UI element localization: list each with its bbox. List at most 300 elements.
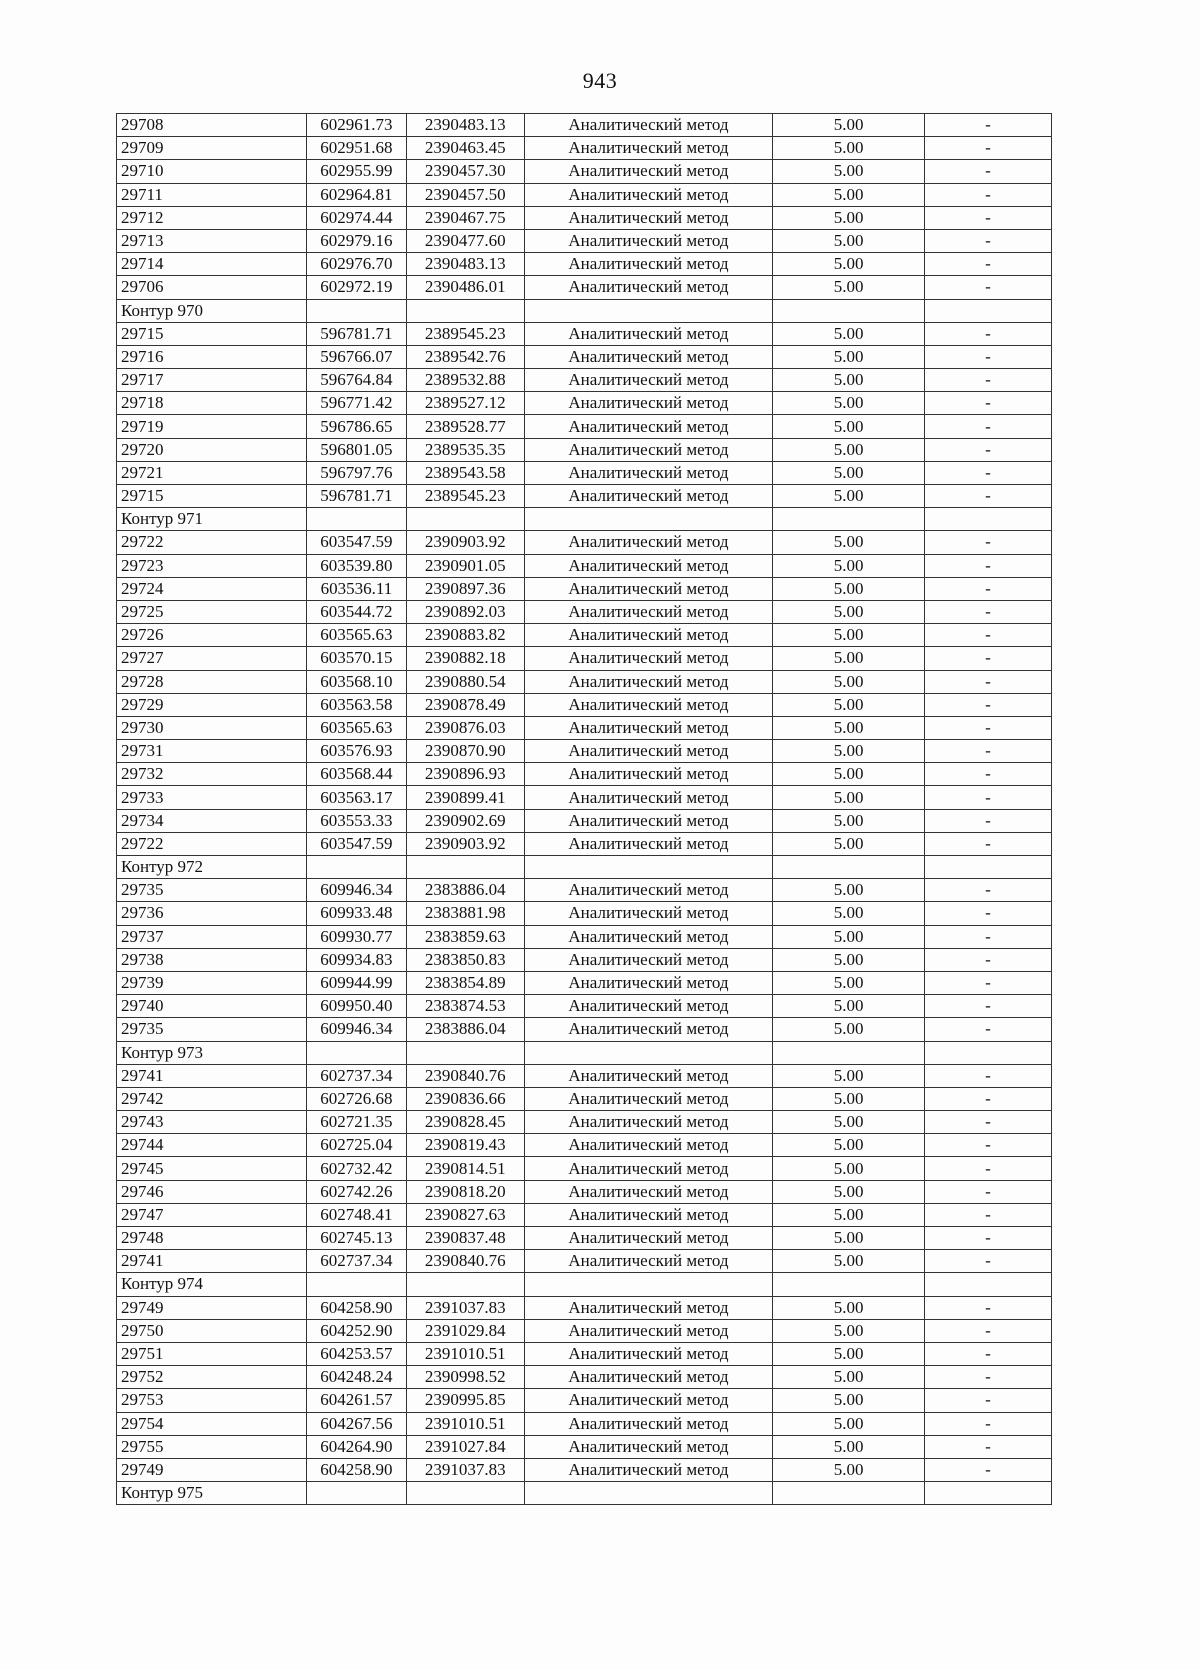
- coord-y: 2389542.76: [406, 345, 524, 368]
- point-number: 29717: [117, 369, 307, 392]
- method-cell: Аналитический метод: [524, 415, 773, 438]
- note-cell: -: [925, 485, 1052, 508]
- point-number: 29742: [117, 1087, 307, 1110]
- note-cell: -: [925, 276, 1052, 299]
- point-number: 29744: [117, 1134, 307, 1157]
- method-cell: Аналитический метод: [524, 1180, 773, 1203]
- accuracy-cell: 5.00: [773, 392, 925, 415]
- coord-x: 609933.48: [306, 902, 406, 925]
- note-cell: -: [925, 531, 1052, 554]
- method-cell: Аналитический метод: [524, 1435, 773, 1458]
- coord-y: 2390827.63: [406, 1203, 524, 1226]
- accuracy-cell: 5.00: [773, 531, 925, 554]
- point-number: 29729: [117, 693, 307, 716]
- empty-cell: [524, 299, 773, 322]
- note-cell: -: [925, 1389, 1052, 1412]
- point-number: 29709: [117, 137, 307, 160]
- coord-x: 602976.70: [306, 253, 406, 276]
- note-cell: -: [925, 1227, 1052, 1250]
- empty-cell: [306, 1041, 406, 1064]
- coord-y: 2391037.83: [406, 1458, 524, 1481]
- coord-y: 2390819.43: [406, 1134, 524, 1157]
- table-row: [117, 1064, 1052, 1087]
- accuracy-cell: 5.00: [773, 438, 925, 461]
- coord-y: 2391010.51: [406, 1342, 524, 1365]
- coord-x: 596764.84: [306, 369, 406, 392]
- accuracy-cell: 5.00: [773, 554, 925, 577]
- coord-y: 2390883.82: [406, 624, 524, 647]
- accuracy-cell: 5.00: [773, 276, 925, 299]
- point-number: 29752: [117, 1366, 307, 1389]
- point-number: 29750: [117, 1319, 307, 1342]
- coord-y: 2390880.54: [406, 670, 524, 693]
- point-number: 29748: [117, 1227, 307, 1250]
- table-row: [117, 995, 1052, 1018]
- coord-x: 596786.65: [306, 415, 406, 438]
- contour-label: Контур 974: [117, 1273, 307, 1296]
- coord-x: 602737.34: [306, 1064, 406, 1087]
- accuracy-cell: 5.00: [773, 1412, 925, 1435]
- method-cell: Аналитический метод: [524, 1250, 773, 1273]
- accuracy-cell: 5.00: [773, 670, 925, 693]
- note-cell: -: [925, 1319, 1052, 1342]
- table-row: [117, 229, 1052, 252]
- table-row: [117, 415, 1052, 438]
- accuracy-cell: 5.00: [773, 1157, 925, 1180]
- coord-y: 2390467.75: [406, 206, 524, 229]
- point-number: 29739: [117, 971, 307, 994]
- accuracy-cell: 5.00: [773, 879, 925, 902]
- table-row: [117, 183, 1052, 206]
- empty-cell: [524, 508, 773, 531]
- accuracy-cell: 5.00: [773, 786, 925, 809]
- coord-x: 596771.42: [306, 392, 406, 415]
- point-number: 29733: [117, 786, 307, 809]
- method-cell: Аналитический метод: [524, 1319, 773, 1342]
- method-cell: Аналитический метод: [524, 670, 773, 693]
- accuracy-cell: 5.00: [773, 925, 925, 948]
- accuracy-cell: 5.00: [773, 206, 925, 229]
- method-cell: Аналитический метод: [524, 995, 773, 1018]
- note-cell: -: [925, 1134, 1052, 1157]
- note-cell: -: [925, 971, 1052, 994]
- note-cell: -: [925, 577, 1052, 600]
- method-cell: Аналитический метод: [524, 600, 773, 623]
- coord-x: 604248.24: [306, 1366, 406, 1389]
- contour-header-row: [117, 856, 1052, 879]
- accuracy-cell: 5.00: [773, 114, 925, 137]
- coord-x: 603553.33: [306, 809, 406, 832]
- coord-y: 2390903.92: [406, 531, 524, 554]
- method-cell: Аналитический метод: [524, 809, 773, 832]
- note-cell: -: [925, 809, 1052, 832]
- table-row: [117, 206, 1052, 229]
- table-row: [117, 276, 1052, 299]
- empty-cell: [925, 856, 1052, 879]
- table-row: [117, 1342, 1052, 1365]
- point-number: 29716: [117, 345, 307, 368]
- accuracy-cell: 5.00: [773, 183, 925, 206]
- table-row: [117, 716, 1052, 739]
- coord-x: 603539.80: [306, 554, 406, 577]
- coord-x: 604252.90: [306, 1319, 406, 1342]
- method-cell: Аналитический метод: [524, 485, 773, 508]
- contour-label: Контур 972: [117, 856, 307, 879]
- note-cell: -: [925, 554, 1052, 577]
- note-cell: -: [925, 183, 1052, 206]
- method-cell: Аналитический метод: [524, 461, 773, 484]
- coord-y: 2391027.84: [406, 1435, 524, 1458]
- coord-y: 2390483.13: [406, 253, 524, 276]
- empty-cell: [406, 508, 524, 531]
- table-row: [117, 1319, 1052, 1342]
- accuracy-cell: 5.00: [773, 716, 925, 739]
- coord-y: 2390477.60: [406, 229, 524, 252]
- table-row: [117, 461, 1052, 484]
- accuracy-cell: 5.00: [773, 369, 925, 392]
- note-cell: -: [925, 1111, 1052, 1134]
- coord-x: 603565.63: [306, 716, 406, 739]
- point-number: 29722: [117, 531, 307, 554]
- table-row: [117, 392, 1052, 415]
- accuracy-cell: 5.00: [773, 1435, 925, 1458]
- empty-cell: [925, 1041, 1052, 1064]
- point-number: 29725: [117, 600, 307, 623]
- note-cell: -: [925, 1366, 1052, 1389]
- method-cell: Аналитический метод: [524, 322, 773, 345]
- point-number: 29749: [117, 1458, 307, 1481]
- point-number: 29724: [117, 577, 307, 600]
- table-row: [117, 1458, 1052, 1481]
- table-row: [117, 647, 1052, 670]
- method-cell: Аналитический метод: [524, 879, 773, 902]
- point-number: 29715: [117, 485, 307, 508]
- point-number: 29741: [117, 1064, 307, 1087]
- coord-x: 602745.13: [306, 1227, 406, 1250]
- accuracy-cell: 5.00: [773, 1389, 925, 1412]
- note-cell: -: [925, 160, 1052, 183]
- empty-cell: [773, 856, 925, 879]
- coord-y: 2390840.76: [406, 1064, 524, 1087]
- coord-x: 602725.04: [306, 1134, 406, 1157]
- coord-y: 2389532.88: [406, 369, 524, 392]
- coord-x: 602955.99: [306, 160, 406, 183]
- point-number: 29728: [117, 670, 307, 693]
- point-number: 29746: [117, 1180, 307, 1203]
- accuracy-cell: 5.00: [773, 740, 925, 763]
- coord-y: 2391010.51: [406, 1412, 524, 1435]
- method-cell: Аналитический метод: [524, 786, 773, 809]
- coord-x: 603568.44: [306, 763, 406, 786]
- coord-y: 2391029.84: [406, 1319, 524, 1342]
- accuracy-cell: 5.00: [773, 1366, 925, 1389]
- method-cell: Аналитический метод: [524, 647, 773, 670]
- table-row: [117, 624, 1052, 647]
- point-number: 29710: [117, 160, 307, 183]
- coord-y: 2390899.41: [406, 786, 524, 809]
- table-row: [117, 137, 1052, 160]
- note-cell: -: [925, 1296, 1052, 1319]
- coord-x: 609946.34: [306, 1018, 406, 1041]
- empty-cell: [773, 299, 925, 322]
- accuracy-cell: 5.00: [773, 902, 925, 925]
- coord-x: 604253.57: [306, 1342, 406, 1365]
- accuracy-cell: 5.00: [773, 253, 925, 276]
- table-row: [117, 1157, 1052, 1180]
- table-row: [117, 369, 1052, 392]
- coord-x: 602732.42: [306, 1157, 406, 1180]
- accuracy-cell: 5.00: [773, 1296, 925, 1319]
- note-cell: -: [925, 1250, 1052, 1273]
- coord-x: 602964.81: [306, 183, 406, 206]
- coord-y: 2383886.04: [406, 1018, 524, 1041]
- coord-y: 2383881.98: [406, 902, 524, 925]
- coord-x: 596781.71: [306, 322, 406, 345]
- coord-y: 2390463.45: [406, 137, 524, 160]
- contour-label: Контур 971: [117, 508, 307, 531]
- accuracy-cell: 5.00: [773, 160, 925, 183]
- method-cell: Аналитический метод: [524, 1458, 773, 1481]
- empty-cell: [306, 508, 406, 531]
- coord-x: 609946.34: [306, 879, 406, 902]
- table-row: [117, 1296, 1052, 1319]
- point-number: 29738: [117, 948, 307, 971]
- point-number: 29713: [117, 229, 307, 252]
- point-number: 29732: [117, 763, 307, 786]
- method-cell: Аналитический метод: [524, 716, 773, 739]
- empty-cell: [773, 1482, 925, 1505]
- coord-x: 602961.73: [306, 114, 406, 137]
- empty-cell: [306, 1482, 406, 1505]
- coord-x: 596801.05: [306, 438, 406, 461]
- coord-x: 604258.90: [306, 1296, 406, 1319]
- method-cell: Аналитический метод: [524, 1134, 773, 1157]
- empty-cell: [406, 299, 524, 322]
- note-cell: -: [925, 925, 1052, 948]
- table-row: [117, 948, 1052, 971]
- note-cell: -: [925, 948, 1052, 971]
- coordinates-table: [116, 113, 1052, 1505]
- method-cell: Аналитический метод: [524, 1018, 773, 1041]
- table-row: [117, 531, 1052, 554]
- empty-cell: [925, 299, 1052, 322]
- table-row: [117, 693, 1052, 716]
- coord-x: 596797.76: [306, 461, 406, 484]
- table-row: [117, 879, 1052, 902]
- table-row: [117, 1389, 1052, 1412]
- coord-x: 602721.35: [306, 1111, 406, 1134]
- coord-x: 603570.15: [306, 647, 406, 670]
- point-number: 29706: [117, 276, 307, 299]
- note-cell: -: [925, 114, 1052, 137]
- table-row: [117, 925, 1052, 948]
- coord-x: 604267.56: [306, 1412, 406, 1435]
- table-row: [117, 1134, 1052, 1157]
- note-cell: -: [925, 1087, 1052, 1110]
- coord-y: 2389545.23: [406, 485, 524, 508]
- coord-x: 596781.71: [306, 485, 406, 508]
- method-cell: Аналитический метод: [524, 137, 773, 160]
- table-row: [117, 114, 1052, 137]
- accuracy-cell: 5.00: [773, 1227, 925, 1250]
- empty-cell: [306, 1273, 406, 1296]
- note-cell: -: [925, 647, 1052, 670]
- empty-cell: [306, 299, 406, 322]
- table-row: [117, 902, 1052, 925]
- table-row: [117, 345, 1052, 368]
- table-row: [117, 1435, 1052, 1458]
- accuracy-cell: 5.00: [773, 1064, 925, 1087]
- note-cell: -: [925, 392, 1052, 415]
- coord-y: 2390897.36: [406, 577, 524, 600]
- table-row: [117, 1111, 1052, 1134]
- point-number: 29708: [117, 114, 307, 137]
- coord-y: 2383854.89: [406, 971, 524, 994]
- coord-x: 603547.59: [306, 531, 406, 554]
- point-number: 29754: [117, 1412, 307, 1435]
- coord-y: 2390818.20: [406, 1180, 524, 1203]
- note-cell: -: [925, 786, 1052, 809]
- coord-y: 2383874.53: [406, 995, 524, 1018]
- coord-y: 2390896.93: [406, 763, 524, 786]
- accuracy-cell: 5.00: [773, 415, 925, 438]
- note-cell: -: [925, 763, 1052, 786]
- empty-cell: [306, 856, 406, 879]
- coord-x: 602726.68: [306, 1087, 406, 1110]
- method-cell: Аналитический метод: [524, 369, 773, 392]
- point-number: 29741: [117, 1250, 307, 1273]
- coord-y: 2390837.48: [406, 1227, 524, 1250]
- method-cell: Аналитический метод: [524, 1111, 773, 1134]
- note-cell: -: [925, 693, 1052, 716]
- point-number: 29711: [117, 183, 307, 206]
- coord-y: 2389543.58: [406, 461, 524, 484]
- point-number: 29730: [117, 716, 307, 739]
- accuracy-cell: 5.00: [773, 1203, 925, 1226]
- method-cell: Аналитический метод: [524, 1227, 773, 1250]
- method-cell: Аналитический метод: [524, 554, 773, 577]
- method-cell: Аналитический метод: [524, 114, 773, 137]
- note-cell: -: [925, 229, 1052, 252]
- method-cell: Аналитический метод: [524, 253, 773, 276]
- note-cell: -: [925, 902, 1052, 925]
- accuracy-cell: 5.00: [773, 1319, 925, 1342]
- note-cell: -: [925, 1458, 1052, 1481]
- table-row: [117, 740, 1052, 763]
- note-cell: -: [925, 1342, 1052, 1365]
- empty-cell: [524, 1041, 773, 1064]
- table-row: [117, 1018, 1052, 1041]
- empty-cell: [773, 508, 925, 531]
- accuracy-cell: 5.00: [773, 322, 925, 345]
- method-cell: Аналитический метод: [524, 925, 773, 948]
- coord-x: 603568.10: [306, 670, 406, 693]
- empty-cell: [524, 1273, 773, 1296]
- table-row: [117, 1087, 1052, 1110]
- empty-cell: [925, 508, 1052, 531]
- point-number: 29743: [117, 1111, 307, 1134]
- accuracy-cell: 5.00: [773, 763, 925, 786]
- note-cell: -: [925, 832, 1052, 855]
- point-number: 29737: [117, 925, 307, 948]
- coordinates-table-body: [117, 114, 1052, 1505]
- point-number: 29722: [117, 832, 307, 855]
- note-cell: -: [925, 995, 1052, 1018]
- accuracy-cell: 5.00: [773, 1111, 925, 1134]
- coord-y: 2390840.76: [406, 1250, 524, 1273]
- table-row: [117, 786, 1052, 809]
- coord-y: 2390457.50: [406, 183, 524, 206]
- coord-y: 2390998.52: [406, 1366, 524, 1389]
- coord-x: 602748.41: [306, 1203, 406, 1226]
- coord-y: 2390828.45: [406, 1111, 524, 1134]
- empty-cell: [406, 856, 524, 879]
- method-cell: Аналитический метод: [524, 902, 773, 925]
- point-number: 29721: [117, 461, 307, 484]
- method-cell: Аналитический метод: [524, 438, 773, 461]
- point-number: 29718: [117, 392, 307, 415]
- accuracy-cell: 5.00: [773, 1087, 925, 1110]
- accuracy-cell: 5.00: [773, 229, 925, 252]
- coord-y: 2383886.04: [406, 879, 524, 902]
- accuracy-cell: 5.00: [773, 624, 925, 647]
- coord-y: 2390483.13: [406, 114, 524, 137]
- coord-y: 2383850.83: [406, 948, 524, 971]
- accuracy-cell: 5.00: [773, 577, 925, 600]
- table-row: [117, 485, 1052, 508]
- point-number: 29735: [117, 879, 307, 902]
- method-cell: Аналитический метод: [524, 1366, 773, 1389]
- coord-y: 2390870.90: [406, 740, 524, 763]
- point-number: 29753: [117, 1389, 307, 1412]
- coord-x: 603563.58: [306, 693, 406, 716]
- coord-y: 2390457.30: [406, 160, 524, 183]
- coord-x: 609930.77: [306, 925, 406, 948]
- coord-x: 603547.59: [306, 832, 406, 855]
- method-cell: Аналитический метод: [524, 1087, 773, 1110]
- point-number: 29745: [117, 1157, 307, 1180]
- coord-y: 2390882.18: [406, 647, 524, 670]
- note-cell: -: [925, 461, 1052, 484]
- point-number: 29726: [117, 624, 307, 647]
- note-cell: -: [925, 879, 1052, 902]
- note-cell: -: [925, 1064, 1052, 1087]
- contour-label: Контур 970: [117, 299, 307, 322]
- table-row: [117, 1180, 1052, 1203]
- point-number: 29723: [117, 554, 307, 577]
- accuracy-cell: 5.00: [773, 971, 925, 994]
- point-number: 29714: [117, 253, 307, 276]
- note-cell: -: [925, 206, 1052, 229]
- method-cell: Аналитический метод: [524, 531, 773, 554]
- note-cell: -: [925, 1018, 1052, 1041]
- empty-cell: [524, 1482, 773, 1505]
- coord-x: 604258.90: [306, 1458, 406, 1481]
- note-cell: -: [925, 670, 1052, 693]
- empty-cell: [406, 1273, 524, 1296]
- note-cell: -: [925, 1180, 1052, 1203]
- point-number: 29747: [117, 1203, 307, 1226]
- table-row: [117, 832, 1052, 855]
- coord-x: 602974.44: [306, 206, 406, 229]
- coord-y: 2389535.35: [406, 438, 524, 461]
- method-cell: Аналитический метод: [524, 832, 773, 855]
- method-cell: Аналитический метод: [524, 276, 773, 299]
- method-cell: Аналитический метод: [524, 183, 773, 206]
- table-row: [117, 577, 1052, 600]
- point-number: 29755: [117, 1435, 307, 1458]
- coord-x: 602972.19: [306, 276, 406, 299]
